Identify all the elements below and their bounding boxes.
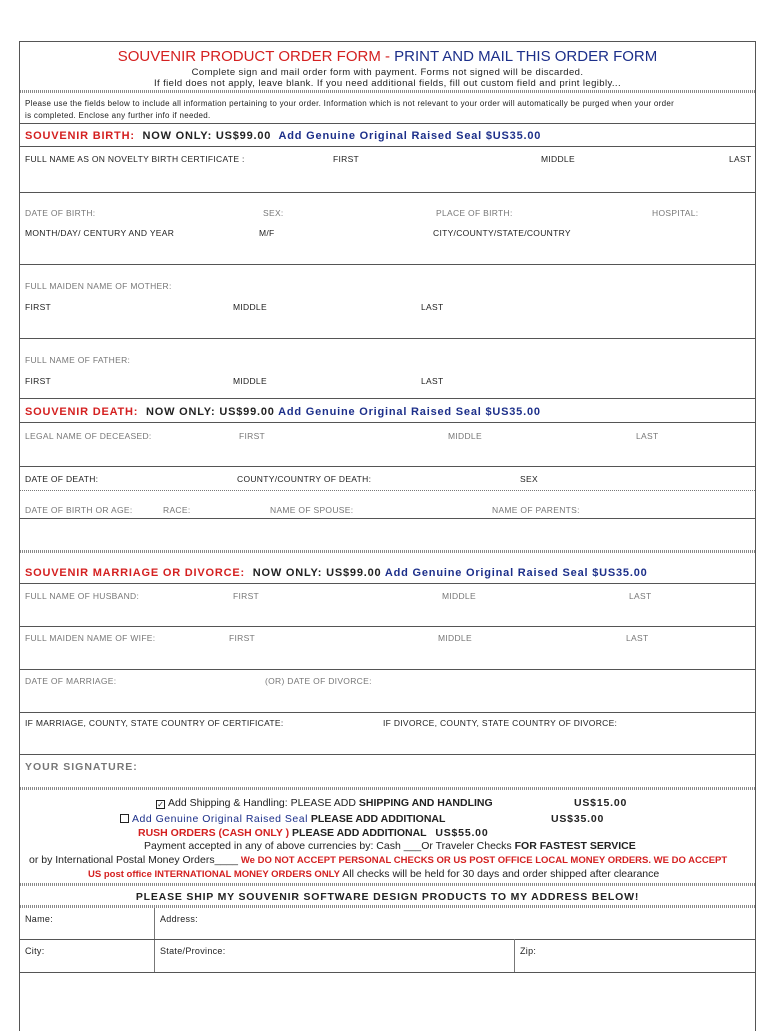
divider	[20, 754, 755, 755]
instructions-line-1: Please use the fields below to include all information pertaining to your order. Information which is not relevant to your order will automatically be purged when your order	[25, 99, 675, 108]
divider	[154, 908, 155, 972]
wife-middle-label: MIDDLE	[438, 633, 472, 643]
divider	[514, 939, 515, 972]
shipping-text: Add Shipping & Handling: PLEASE ADD	[168, 797, 359, 809]
dod-label: DATE OF DEATH:	[25, 474, 99, 484]
payment-methods-bold: FOR FASTEST SERVICE	[514, 840, 636, 852]
shipping-text-bold: SHIPPING AND HANDLING	[358, 797, 493, 809]
father-middle-label: MIDDLE	[233, 376, 267, 386]
death-sex-label: SEX	[520, 474, 538, 484]
birth-name: SOUVENIR BIRTH:	[25, 130, 135, 142]
rush-text: RUSH ORDERS (CASH ONLY )	[138, 827, 290, 839]
order-form	[19, 41, 756, 1031]
ship-city-label: City:	[25, 946, 45, 956]
death-price: NOW ONLY: US$99.00	[145, 406, 275, 418]
postal-text: or by International Postal Money Orders____	[29, 854, 241, 866]
divider	[20, 583, 755, 584]
divider	[20, 669, 755, 670]
father-label: FULL NAME OF FATHER:	[25, 355, 131, 365]
shipping-line	[156, 797, 493, 809]
divider	[20, 264, 755, 265]
deceased-middle-label: MIDDLE	[448, 431, 482, 441]
birth-dob-format: MONTH/DAY/ CENTURY AND YEAR	[25, 228, 175, 238]
birth-place-label: PLACE OF BIRTH:	[436, 208, 513, 218]
divorce-cert-label: IF DIVORCE, COUNTY, STATE COUNTRY OF DIVORCE:	[383, 718, 618, 728]
wife-label: FULL MAIDEN NAME OF WIFE:	[25, 633, 156, 643]
seal-checkbox[interactable]	[120, 814, 129, 823]
husband-first-label: FIRST	[233, 591, 260, 601]
divider	[20, 972, 755, 973]
divider	[20, 883, 755, 886]
clearance-text: All checks will be held for 30 days and order shipped after clearance	[339, 868, 660, 880]
divider	[20, 398, 755, 399]
birth-sex-label: SEX:	[263, 208, 284, 218]
subtitle-2: If field does not apply, leave blank. If you need additional fields, fill out custom field and print legibly...	[153, 78, 622, 89]
birth-last-label: LAST	[729, 154, 752, 164]
death-section-title	[25, 406, 541, 418]
us-post-line	[88, 868, 659, 880]
divider	[20, 905, 755, 908]
divider	[20, 192, 755, 193]
subtitle-1: Complete sign and mail order form with payment. Forms not signed will be discarded.	[191, 67, 584, 78]
mother-last-label: LAST	[421, 302, 444, 312]
shipping-checkbox[interactable]	[156, 800, 165, 809]
birth-section-title	[25, 130, 541, 142]
ship-address-label: Address:	[160, 914, 198, 924]
marriage-name: SOUVENIR MARRIAGE OR DIVORCE:	[25, 567, 245, 579]
husband-middle-label: MIDDLE	[442, 591, 476, 601]
wife-last-label: LAST	[626, 633, 649, 643]
divider	[20, 712, 755, 713]
divider	[20, 90, 755, 93]
marriage-price: NOW ONLY: US$99.00	[252, 567, 382, 579]
seal-price: US$35.00	[551, 813, 605, 825]
marriage-section-title	[25, 567, 648, 579]
divider	[20, 338, 755, 339]
seal-text-bold: PLEASE ADD ADDITIONAL	[307, 813, 446, 825]
signature-label: YOUR SIGNATURE:	[25, 761, 138, 773]
death-parents-label: NAME OF PARENTS:	[492, 505, 580, 515]
divider	[20, 146, 755, 147]
birth-city-format: CITY/COUNTY/STATE/COUNTRY	[433, 228, 571, 238]
marriage-cert-label: IF MARRIAGE, COUNTY, STATE COUNTRY OF CERTIFICATE:	[25, 718, 284, 728]
dom-label: DATE OF MARRIAGE:	[25, 676, 117, 686]
payment-methods-text: Payment accepted in any of above currencies by: Cash ___Or Traveler Checks	[144, 840, 515, 852]
form-title	[20, 48, 755, 65]
deceased-first-label: FIRST	[239, 431, 266, 441]
death-seal: Add Genuine Original Raised Seal $US35.00	[278, 406, 541, 418]
wife-first-label: FIRST	[229, 633, 256, 643]
birth-middle-label: MIDDLE	[541, 154, 575, 164]
birth-first-label: FIRST	[333, 154, 360, 164]
postal-warning: We DO NOT ACCEPT PERSONAL CHECKS OR US POST OFFICE LOCAL MONEY ORDERS. WE DO ACCEPT	[240, 855, 728, 866]
death-race-label: RACE:	[163, 505, 191, 515]
death-dob-age-label: DATE OF BIRTH OR AGE:	[25, 505, 133, 515]
divider	[20, 518, 755, 519]
seal-text: Add Genuine Original Raised Seal	[132, 813, 308, 825]
husband-label: FULL NAME OF HUSBAND:	[25, 591, 140, 601]
birth-hospital-label: HOSPITAL:	[652, 208, 699, 218]
check-mark-icon: ✓	[157, 800, 164, 809]
mother-first-label: FIRST	[25, 302, 52, 312]
instructions-line-2: is completed. Enclose any further info if needed.	[25, 111, 211, 120]
death-county-label: COUNTY/COUNTRY OF DEATH:	[237, 474, 372, 484]
death-spouse-label: NAME OF SPOUSE:	[270, 505, 354, 515]
death-name: SOUVENIR DEATH:	[25, 406, 139, 418]
mother-middle-label: MIDDLE	[233, 302, 267, 312]
husband-last-label: LAST	[629, 591, 652, 601]
father-last-label: LAST	[421, 376, 444, 386]
ship-state-label: State/Province:	[160, 946, 226, 956]
rush-text-bold: PLEASE ADD ADDITIONAL	[289, 827, 427, 839]
birth-dob-label: DATE OF BIRTH:	[25, 208, 96, 218]
marriage-seal: Add Genuine Original Raised Seal $US35.00	[384, 567, 648, 579]
us-post-text: US post office INTERNATIONAL MONEY ORDERS ONLY	[88, 869, 340, 880]
seal-line	[120, 813, 445, 825]
father-first-label: FIRST	[25, 376, 52, 386]
rush-line	[138, 827, 488, 839]
divider	[20, 550, 755, 553]
divider	[20, 490, 755, 491]
birth-full-name-label: FULL NAME AS ON NOVELTY BIRTH CERTIFICATE :	[25, 154, 245, 164]
divider	[20, 626, 755, 627]
divider	[20, 422, 755, 423]
divider	[20, 466, 755, 467]
deceased-last-label: LAST	[636, 431, 659, 441]
postal-line	[29, 854, 727, 866]
title-red: SOUVENIR PRODUCT ORDER FORM -	[117, 48, 395, 65]
ship-zip-label: Zip:	[520, 946, 537, 956]
rush-price: US$55.00	[435, 827, 489, 839]
shipping-price: US$15.00	[574, 797, 628, 809]
title-navy: PRINT AND MAIL THIS ORDER FORM	[394, 48, 658, 65]
birth-mf: M/F	[259, 228, 275, 238]
divider	[20, 123, 755, 124]
divider	[20, 787, 755, 790]
divorce-date-label: (OR) DATE OF DIVORCE:	[265, 676, 372, 686]
deceased-label: LEGAL NAME OF DECEASED:	[25, 431, 152, 441]
payment-methods-line	[144, 840, 636, 852]
birth-seal: Add Genuine Original Raised Seal $US35.00	[278, 130, 542, 142]
mother-label: FULL MAIDEN NAME OF MOTHER:	[25, 281, 172, 291]
ship-name-label: Name:	[25, 914, 54, 924]
divider	[20, 939, 755, 940]
birth-price: NOW ONLY: US$99.00	[142, 130, 272, 142]
ship-to-heading: PLEASE SHIP MY SOUVENIR SOFTWARE DESIGN PRODUCTS TO MY ADDRESS BELOW!	[135, 891, 640, 903]
